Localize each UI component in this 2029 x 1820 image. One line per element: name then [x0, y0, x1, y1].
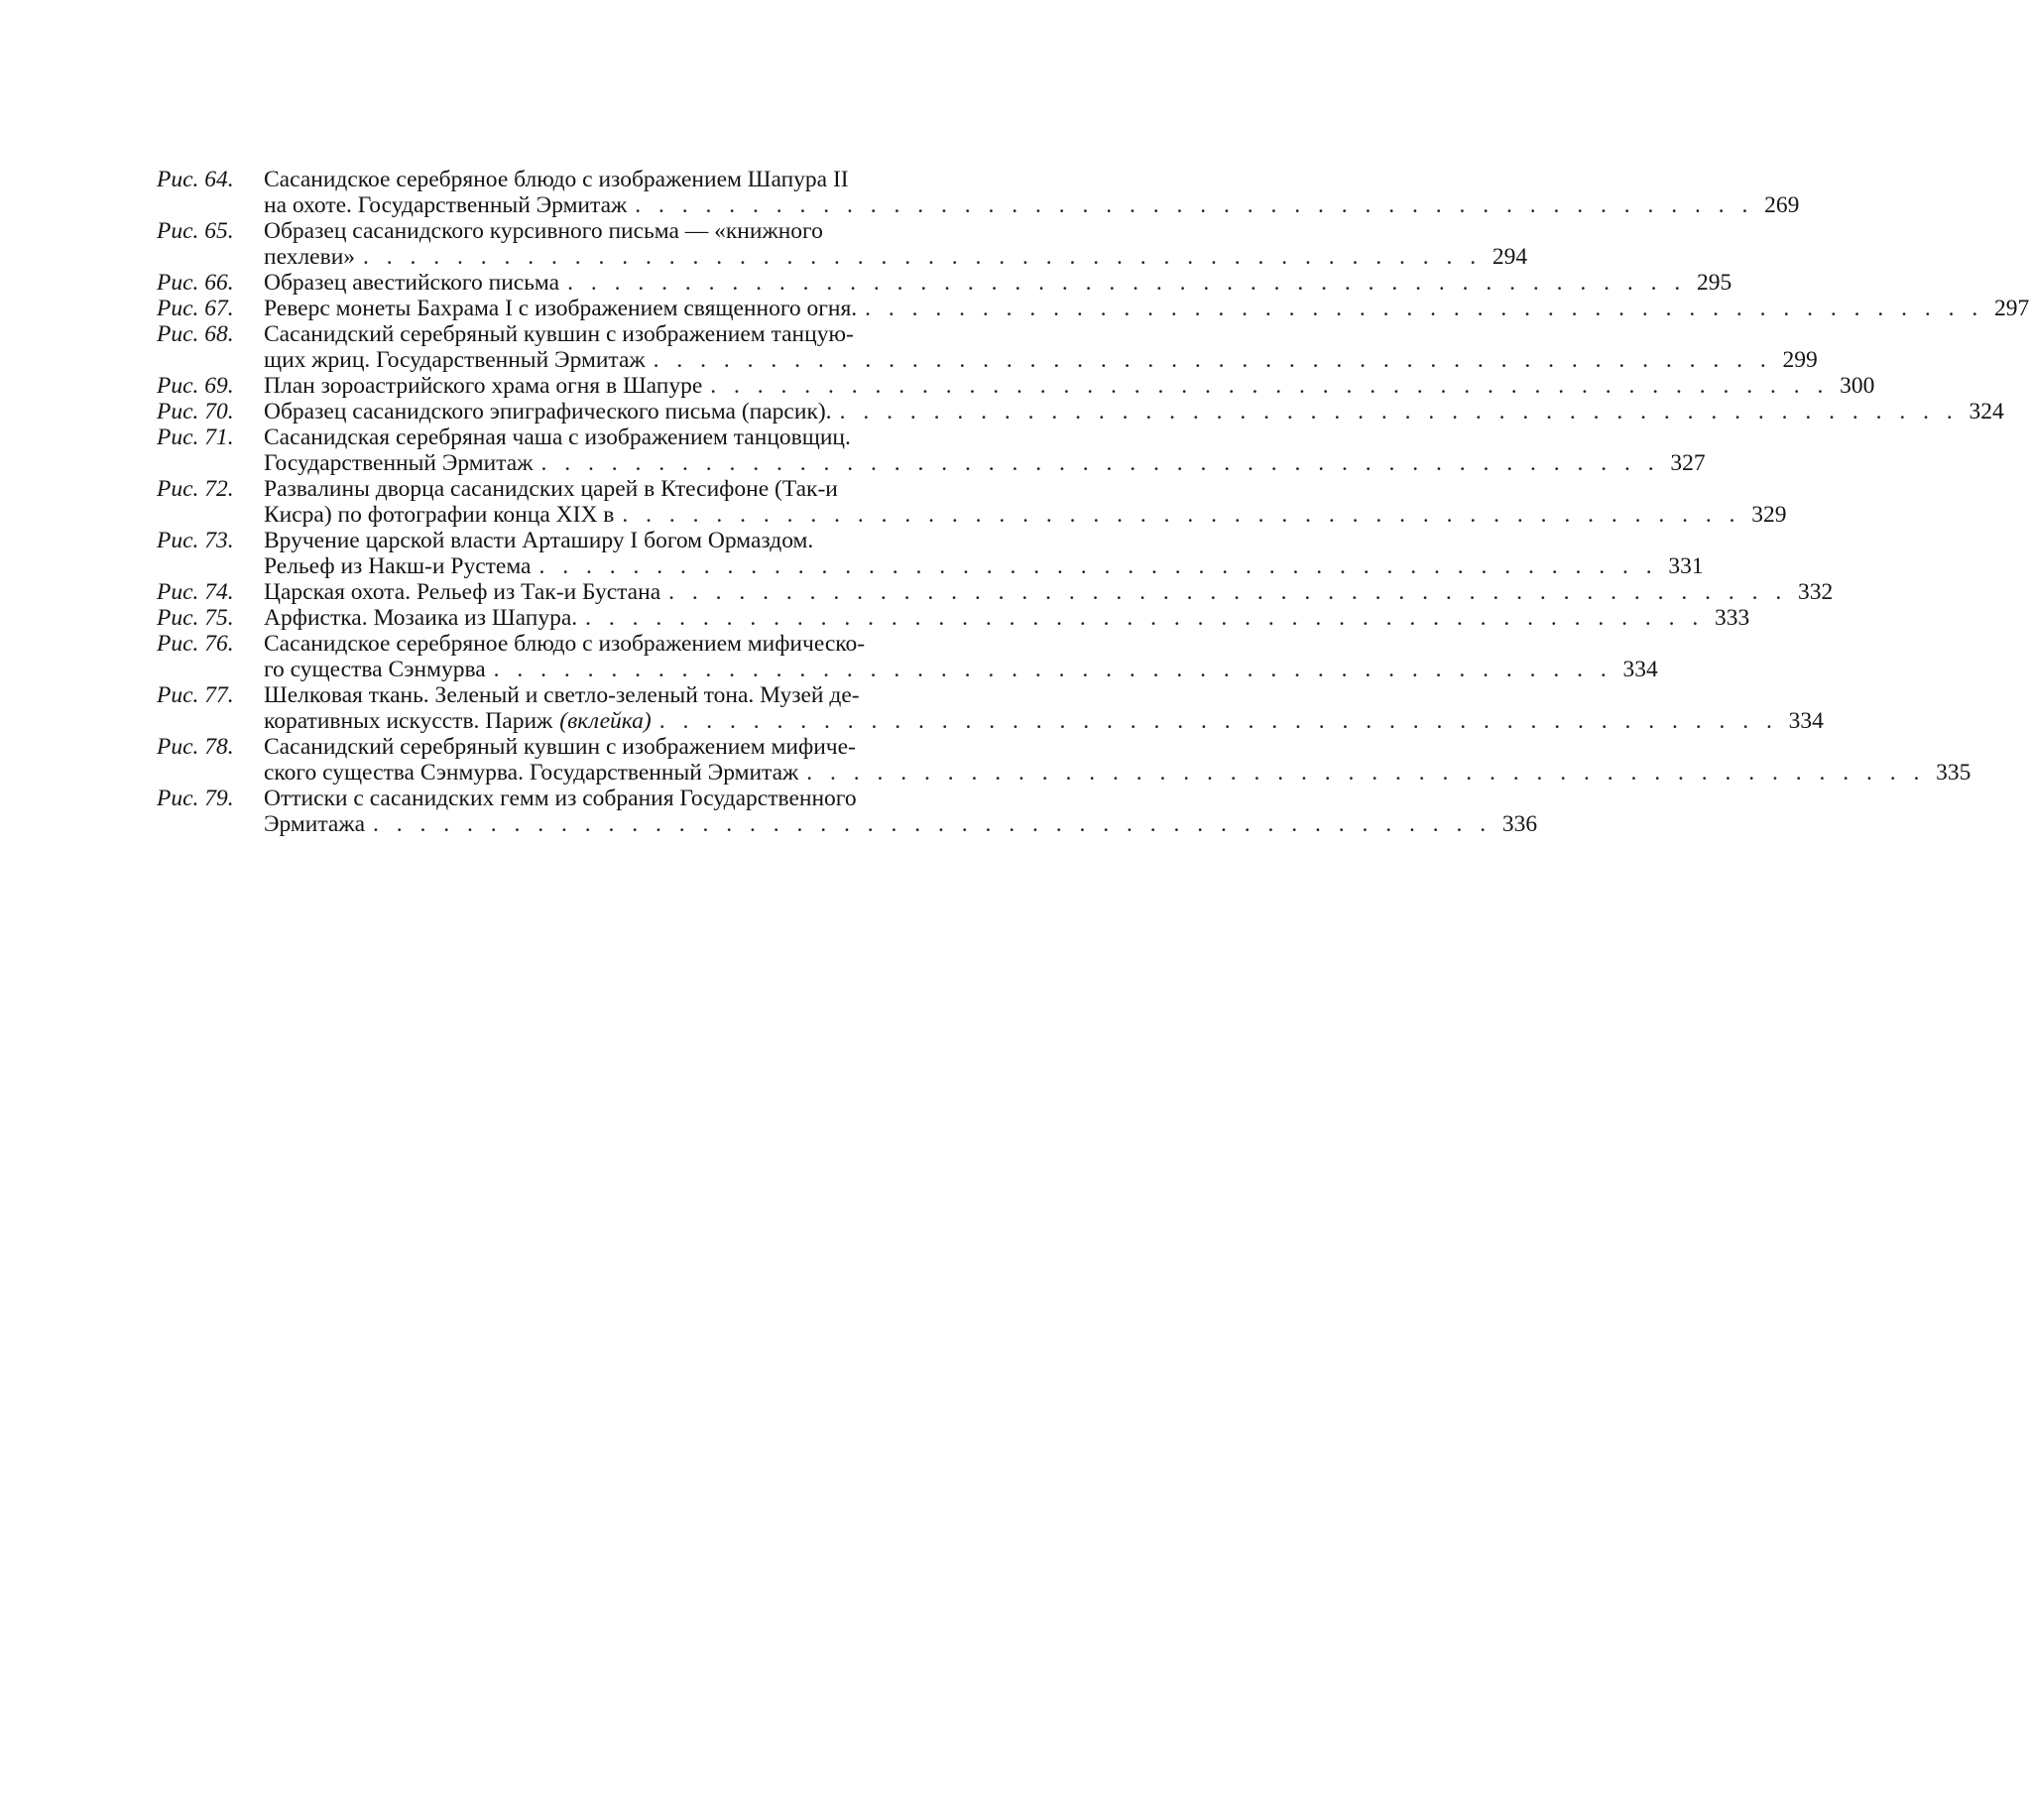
dot-leader: . . . . . . . . . . . . . . . . . . . . . . . . . . . . . . . . . . . . . . . . . . . . . . . . — [373, 811, 1492, 837]
caption-text: Шелковая ткань. Зеленый и светло-зеленый тона. Музей де- — [264, 682, 860, 708]
figure-number: 78. — [204, 734, 234, 760]
caption-text: Развалины дворца сасанидских царей в Ктесифоне (Так-и — [264, 476, 838, 502]
figure-abbr: Рис. — [157, 786, 199, 811]
figure-abbr: Рис. — [157, 605, 199, 631]
figure-abbr: Рис. — [157, 579, 199, 605]
figure-number: 67. — [204, 296, 234, 321]
figure-entry — [157, 682, 1824, 734]
caption-text: Кисра) по фотографии конца XIX в — [264, 502, 615, 528]
caption-text: го существа Сэнмурва — [264, 657, 486, 682]
caption-line — [264, 553, 1704, 579]
figure-label — [157, 605, 264, 631]
figure-entry — [157, 476, 1787, 528]
figure-number: 68. — [204, 321, 234, 347]
dot-leader: . . . . . . . . . . . . . . . . . . . . . . . . . . . . . . . . . . . . . . . . . . . . . . . . — [363, 244, 1483, 270]
caption-line — [264, 373, 1874, 399]
figure-entry — [157, 321, 1818, 373]
dot-leader: . . . . . . . . . . . . . . . . . . . . . . . . . . . . . . . . . . . . . . . . . . . . . . . . — [839, 399, 1959, 425]
caption-text: Образец сасанидского эпиграфического письма (парсик). — [264, 399, 832, 425]
figure-label — [157, 476, 264, 502]
caption-line — [264, 708, 1824, 734]
figure-label — [157, 631, 264, 657]
page-number: 299 — [1782, 347, 1818, 373]
figure-number: 79. — [204, 786, 234, 811]
caption-line — [264, 605, 1749, 631]
dot-leader: . . . . . . . . . . . . . . . . . . . . . . . . . . . . . . . . . . . . . . . . . . . . . . . . — [865, 296, 1984, 321]
dot-leader: . . . . . . . . . . . . . . . . . . . . . . . . . . . . . . . . . . . . . . . . . . . . . . . . — [567, 270, 1687, 296]
figure-number: 74. — [204, 579, 234, 605]
figure-number: 72. — [204, 476, 234, 502]
figure-abbr: Рис. — [157, 296, 199, 321]
caption-text: коративных искусств. Париж — [264, 708, 553, 734]
list-of-illustrations — [157, 167, 2029, 837]
page-number: 329 — [1751, 502, 1787, 528]
dot-leader: . . . . . . . . . . . . . . . . . . . . . . . . . . . . . . . . . . . . . . . . . . . . . . . . — [806, 760, 1926, 786]
figure-label — [157, 321, 264, 347]
caption-line — [264, 270, 1731, 296]
figure-entry — [157, 734, 1971, 786]
caption-line — [264, 347, 1818, 373]
figure-entry — [157, 218, 1528, 270]
caption-line — [264, 657, 1658, 682]
figure-number: 76. — [204, 631, 234, 657]
figure-abbr: Рис. — [157, 167, 199, 192]
caption-text: Оттиски с сасанидских гемм из собрания Государственного — [264, 786, 857, 811]
figure-number: 77. — [204, 682, 234, 708]
page-number: 327 — [1670, 450, 1706, 476]
figure-entry — [157, 399, 2004, 425]
figure-entry — [157, 631, 1658, 682]
page-number: 297 — [1994, 296, 2029, 321]
page-number: 334 — [1788, 708, 1824, 734]
figure-label — [157, 373, 264, 399]
dot-leader: . . . . . . . . . . . . . . . . . . . . . . . . . . . . . . . . . . . . . . . . . . . . . . . . — [658, 708, 1778, 734]
figure-label — [157, 682, 264, 708]
caption-text: Реверс монеты Бахрама I с изображением священного огня. — [264, 296, 858, 321]
figure-label — [157, 734, 264, 760]
page-number: 295 — [1696, 270, 1732, 296]
caption-line — [264, 760, 1970, 786]
figure-number: 65. — [204, 218, 234, 244]
figure-abbr: Рис. — [157, 373, 199, 399]
page-number: 333 — [1715, 605, 1750, 631]
figure-label — [157, 218, 264, 244]
figure-number: 70. — [204, 399, 234, 425]
dot-leader: . . . . . . . . . . . . . . . . . . . . . . . . . . . . . . . . . . . . . . . . . . . . . . . . — [653, 347, 1772, 373]
figure-number: 64. — [204, 167, 234, 192]
caption-line — [264, 192, 1799, 218]
caption-text: щих жриц. Государственный Эрмитаж — [264, 347, 646, 373]
figure-label — [157, 579, 264, 605]
page-number: 332 — [1798, 579, 1834, 605]
caption-line — [264, 734, 1970, 760]
figure-entry — [157, 167, 1800, 218]
caption-line — [264, 682, 1824, 708]
figure-label — [157, 167, 264, 192]
caption-line — [264, 811, 1537, 837]
figure-number: 75. — [204, 605, 234, 631]
page-number: 334 — [1622, 657, 1658, 682]
figure-number: 69. — [204, 373, 234, 399]
caption-text: на охоте. Государственный Эрмитаж — [264, 192, 628, 218]
page-number: 331 — [1668, 553, 1704, 579]
caption-line — [264, 502, 1787, 528]
figure-abbr: Рис. — [157, 631, 199, 657]
dot-leader: . . . . . . . . . . . . . . . . . . . . . . . . . . . . . . . . . . . . . . . . . . . . . . . . — [668, 579, 1788, 605]
caption-line — [264, 528, 1704, 553]
figure-label — [157, 296, 264, 321]
figure-number: 73. — [204, 528, 234, 553]
caption-line — [264, 476, 1787, 502]
dot-leader: . . . . . . . . . . . . . . . . . . . . . . . . . . . . . . . . . . . . . . . . . . . . . . . . — [635, 192, 1754, 218]
caption-text: Вручение царской власти Арташиру I богом Ормаздом. — [264, 528, 814, 553]
caption-line — [264, 786, 1537, 811]
caption-text: Государственный Эрмитаж — [264, 450, 534, 476]
caption-line — [264, 167, 1799, 192]
caption-line — [264, 399, 2004, 425]
caption-line — [264, 425, 1706, 450]
caption-text: Сасанидская серебряная чаша с изображением танцовщиц. — [264, 425, 851, 450]
caption-text: Царская охота. Рельеф из Так-и Бустана — [264, 579, 661, 605]
dot-leader: . . . . . . . . . . . . . . . . . . . . . . . . . . . . . . . . . . . . . . . . . . . . . . . . — [493, 657, 1612, 682]
figure-number: 71. — [204, 425, 234, 450]
caption-text: пехлеви» — [264, 244, 356, 270]
dot-leader: . . . . . . . . . . . . . . . . . . . . . . . . . . . . . . . . . . . . . . . . . . . . . . . . — [585, 605, 1705, 631]
caption-text: Сасанидское серебряное блюдо с изображением Шапура II — [264, 167, 849, 192]
figure-entry — [157, 605, 1750, 631]
caption-line — [264, 321, 1818, 347]
caption-line — [264, 218, 1527, 244]
figure-label — [157, 399, 264, 425]
page-number: 294 — [1492, 244, 1528, 270]
figure-abbr: Рис. — [157, 218, 199, 244]
figure-label — [157, 786, 264, 811]
figure-entry — [157, 528, 1704, 579]
figure-label — [157, 425, 264, 450]
caption-text: Сасанидский серебряный кувшин с изображением танцую- — [264, 321, 854, 347]
page-number: 335 — [1936, 760, 1971, 786]
page-number: 269 — [1764, 192, 1800, 218]
caption-text: Образец сасанидского курсивного письма — «книжного — [264, 218, 823, 244]
figure-entry — [157, 296, 2029, 321]
caption-text: Эрмитажа — [264, 811, 366, 837]
figure-abbr: Рис. — [157, 321, 199, 347]
figure-number: 66. — [204, 270, 234, 296]
dot-leader: . . . . . . . . . . . . . . . . . . . . . . . . . . . . . . . . . . . . . . . . . . . . . . . . — [622, 502, 1741, 528]
figure-abbr: Рис. — [157, 425, 199, 450]
caption-text: ского существа Сэнмурва. Государственный Эрмитаж — [264, 760, 799, 786]
figure-label — [157, 528, 264, 553]
caption-line — [264, 450, 1706, 476]
caption-line — [264, 244, 1527, 270]
dot-leader: . . . . . . . . . . . . . . . . . . . . . . . . . . . . . . . . . . . . . . . . . . . . . . . . — [710, 373, 1830, 399]
caption-line — [264, 631, 1658, 657]
figure-abbr: Рис. — [157, 528, 199, 553]
caption-text: Сасанидское серебряное блюдо с изображением мифическо- — [264, 631, 866, 657]
caption-line — [264, 579, 1833, 605]
page-number: 324 — [1969, 399, 2004, 425]
caption-note: (вклейка) — [559, 708, 652, 734]
caption-text: Образец авестийского письма — [264, 270, 560, 296]
caption-text: План зороастрийского храма огня в Шапуре — [264, 373, 703, 399]
figure-entry — [157, 270, 1732, 296]
page-number: 336 — [1501, 811, 1538, 837]
figure-abbr: Рис. — [157, 734, 199, 760]
caption-line — [264, 296, 2029, 321]
page-number: 300 — [1840, 373, 1875, 399]
figure-entry — [157, 786, 1538, 837]
dot-leader: . . . . . . . . . . . . . . . . . . . . . . . . . . . . . . . . . . . . . . . . . . . . . . . . — [540, 450, 1660, 476]
figure-abbr: Рис. — [157, 270, 199, 296]
figure-entry — [157, 579, 1834, 605]
caption-text: Арфистка. Мозаика из Шапура. — [264, 605, 578, 631]
figure-entry — [157, 373, 1875, 399]
caption-text: Сасанидский серебряный кувшин с изображением мифиче- — [264, 734, 856, 760]
figure-abbr: Рис. — [157, 682, 199, 708]
figure-abbr: Рис. — [157, 399, 199, 425]
figure-abbr: Рис. — [157, 476, 199, 502]
caption-text: Рельеф из Накш-и Рустема — [264, 553, 532, 579]
dot-leader: . . . . . . . . . . . . . . . . . . . . . . . . . . . . . . . . . . . . . . . . . . . . . . . . — [538, 553, 1658, 579]
figure-label — [157, 270, 264, 296]
figure-entry — [157, 425, 1706, 476]
